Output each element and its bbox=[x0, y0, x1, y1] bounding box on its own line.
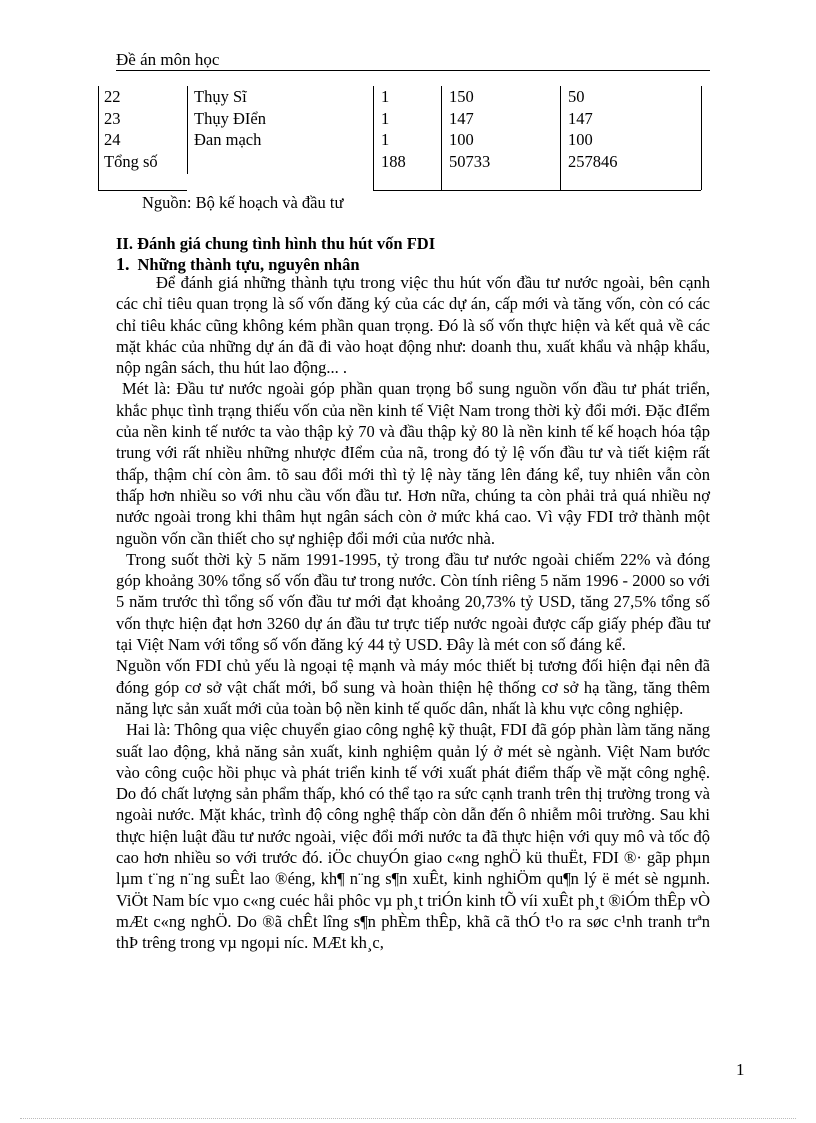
table-cell: Đan mạch bbox=[194, 130, 262, 149]
paragraph: Để đánh giá những thành tựu trong việc thu hút vốn đầu tư nước ngoài, bên cạnh các chỉ tiêu quan trọng là số vốn đăng ký của các dự án, cấp mới và tăng vốn, còn có các chỉ tiêu khác cũng không kém phần quan trọng. Đó là số vốn thực hiện và kết quả về các mặt khác của những dự án đã đi vào hoạt động như: doanh thu, xuất khẩu và nhập khẩu, nộp ngân sách, thu hút lao động... . bbox=[116, 273, 710, 378]
col-implemented bbox=[568, 86, 618, 172]
subsection-title: Những thành tựu, nguyên nhân bbox=[137, 255, 360, 274]
page-number: 1 bbox=[736, 1060, 745, 1079]
table-cell: 1 bbox=[381, 130, 390, 149]
table-cell: 24 bbox=[104, 130, 121, 149]
col-country bbox=[194, 86, 266, 172]
table-border-col4 bbox=[441, 86, 442, 190]
table-cell: 257846 bbox=[568, 151, 618, 171]
section-title: II. Đánh giá chung tình hình thu hút vốn FDI bbox=[116, 234, 436, 253]
table-border-col3 bbox=[373, 86, 374, 190]
table-cell: Thụy Sĩ bbox=[194, 87, 247, 106]
table-cell: 23 bbox=[104, 108, 121, 128]
paragraph: Nguồn vốn FDI chủ yếu là ngoại tệ mạnh và máy móc thiết bị tương đối hiện đại nên đã đóng góp cơ sở vật chất mới, bổ sung và hoàn thiện hệ thống cơ sở hạ tầng, tăng thêm năng lực sản xuất mới của toàn bộ nền kinh tế quốc dân, nhất là khu vực công nghiệp. bbox=[116, 656, 710, 718]
paragraph: Trong suốt thời kỳ 5 năm 1991-1995, tỷ trong đầu tư nước ngoài chiếm 22% và đóng góp khoảng 30% tổng số vốn đầu tư trong nước. Còn tính riêng 5 năm 1996 - 2000 so với 5 năm trước thì tổng số vốn đầu tư mới đạt khoảng 20,73% tỷ USD, tăng 27,5% tổng số vốn thực hiện đạt hơn 3260 dự án đầu tư trực tiếp nước ngoài được cấp giấy phép đầu tư tại Việt Nam với tổng số vốn đăng ký 44 tỷ USD. Đây là mét con số đáng kể. bbox=[116, 549, 710, 655]
table-cell bbox=[194, 151, 266, 173]
table-cell: 147 bbox=[568, 108, 593, 128]
page-header bbox=[116, 50, 710, 71]
table-border-right bbox=[701, 86, 702, 190]
table-cell: 150 bbox=[449, 87, 474, 106]
table-border-left bbox=[98, 86, 99, 190]
col-no bbox=[104, 86, 158, 172]
table-cell: Thụy ĐIển bbox=[194, 108, 266, 128]
col-capital bbox=[449, 86, 490, 172]
col-projects bbox=[381, 86, 406, 172]
paragraph: Hai là: Thông qua việc chuyển giao công nghệ kỹ thuật, FDI đã góp phàn làm tăng năng suất lao động, khả năng sản xuất, kinh nghiệm quản lý ở mét sè ngành. Việt Nam bước vào công cuộc hồi phục và phát triển kinh tế với xuất phát điểm thấp về mặt công nghệ. Do đó chất lượng sản phẩm thấp, khó có thể tạo ra sức cạnh tranh trên thị trường trong và ngoài nước. Mặt khác, trình độ công nghệ thấp còn dẫn đến ô nhiễm môi trường. Sau khi thực hiện luật đầu tư nước ngoài, việc đổi mới nước ta đã thực hiện với quy mô và tốc độ cao hơn nhiều so với trước đó. iÖc chuyÓn giao c«ng nghÖ kü thuËt, FDI ®· gãp phµn lµm t¨ng n¨ng suÊt lao ®éng, kh¶ n¨ng s¶n xuÊt, kinh nghiÖm qu¶n lý ë mét sè ngµnh. ViÖt Nam bíc vµo c«ng cuéc håi phôc vµ ph¸t triÓn kinh tÕ víi xuÊt ph¸t ®iÓm thÊp vÒ mÆt c«ng nghÖ. Do ®ã chÊt lîng s¶n phÈm thÊp, khã cã thÓ t¹o ra søc c¹nh tranh trªn thÞ trêng trong vµ ngoµi níc. MÆt kh¸c, bbox=[116, 720, 710, 953]
table-cell: Tổng số bbox=[104, 151, 158, 171]
table-border-col2 bbox=[187, 86, 188, 174]
table-cell: 100 bbox=[449, 130, 474, 149]
table-border-col5 bbox=[560, 86, 561, 190]
table-cell: 188 bbox=[381, 151, 406, 171]
table-cell: 147 bbox=[449, 108, 474, 128]
subsection-number: 1. bbox=[116, 254, 130, 274]
table-border-bottom-left bbox=[98, 190, 187, 191]
page-bottom-rule bbox=[20, 1118, 796, 1119]
table-cell: 1 bbox=[381, 108, 390, 128]
table-border-bottom-right bbox=[373, 190, 701, 191]
header-title: Đề án môn học bbox=[116, 50, 220, 69]
table-cell: 100 bbox=[568, 130, 593, 149]
table-cell: 1 bbox=[381, 87, 390, 106]
table-cell: 22 bbox=[104, 87, 121, 106]
source-note: Nguồn: Bộ kế hoạch và đầu tư bbox=[142, 193, 344, 212]
table-cell: 50733 bbox=[449, 151, 491, 171]
body-text bbox=[116, 272, 710, 954]
fdi-country-table bbox=[98, 86, 702, 190]
paragraph: Mét là: Đầu tư nước ngoài góp phần quan trọng bổ sung nguồn vốn đầu tư phát triển, khắc phục tình trạng thiếu vốn của nền kinh tế Việt Nam trong thời kỳ đổi mới. Đặc đIểm của nền kinh tế nước ta vào thập kỷ 70 và đầu thập kỷ 80 là nền kinh tế kế hoạch hóa tập trung với rất nhiều những nhược đIểm của nã, trong đó tỷ lệ vốn đầu tư và tiết kiệm rất thấp, thậm chí còn âm. tõ sau đổi mới thì tỷ lệ này tăng lên đáng kể, tuy nhiên vẫn còn thấp hơn nhiều so với nhu cầu vốn đầu tư. Hơn nữa, chúng ta còn phải trả quá nhiều nợ nước ngoài trong khi thâm hụt ngân sách còn ở mức khá cao. Vì vậy FDI trở thành một nguồn vốn cần thiết cho sự nghiệp đổi mới của nước nhà. bbox=[116, 379, 710, 548]
table-cell: 50 bbox=[568, 87, 585, 106]
